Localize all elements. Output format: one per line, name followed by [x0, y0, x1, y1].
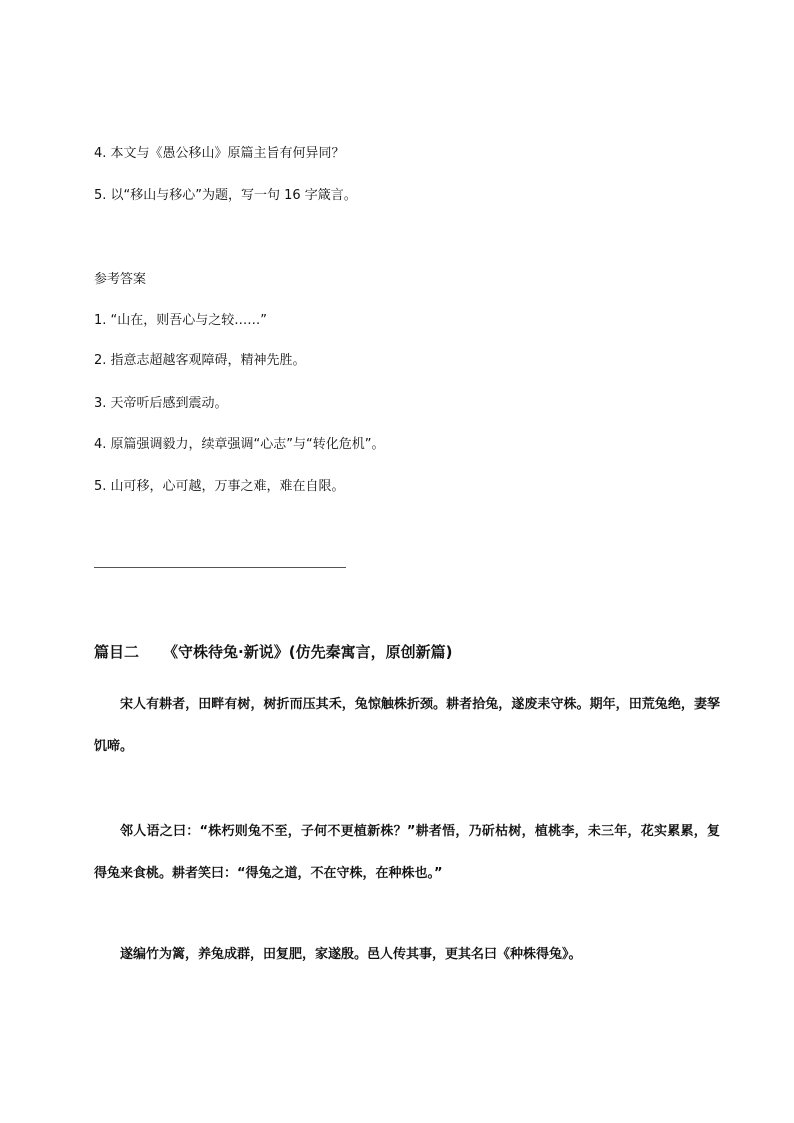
article-paragraph-3: 遂编竹为篱，养兔成群，田复肥，家遂殷。邑人传其事，更其名曰《种株得兔》。: [120, 947, 582, 962]
answer-1: 1. “山在，则吾心与之较……”: [94, 313, 268, 328]
article-paragraph-2: 邻人语之曰：“株朽则兔不至，子何不更植新株？”耕者悟，乃斫枯树，植桃李，未三年，花实累累，复得兔来食桃。耕者笑曰：“得兔之道，不在守株，在种株也。”: [94, 824, 720, 881]
question-5: 5. 以“移山与移心”为题，写一句 16 字箴言。: [94, 188, 357, 203]
answer-5: 5. 山可移，心可越，万事之难，难在自限。: [94, 479, 345, 494]
article-title: 《守株待兔·新说》(仿先秦寓言，原创新篇): [163, 643, 453, 661]
answer-4: 4. 原篇强调毅力，续章强调“心志”与“转化危机”。: [94, 437, 385, 452]
article-heading: [94, 641, 452, 663]
section-divider: [94, 567, 346, 568]
article-label: 篇目二: [94, 643, 140, 661]
answer-2: 2. 指意志超越客观障碍，精神先胜。: [94, 353, 306, 368]
article-paragraph-1: 宋人有耕者，田畔有树，树折而压其禾，兔惊触株折颈。耕者拾兔，遂废耒守株。期年，田荒兔绝，妻孥饥啼。: [94, 697, 720, 754]
question-4: 4. 本文与《愚公移山》原篇主旨有何异同？: [94, 146, 345, 161]
answers-title: 参考答案: [94, 272, 147, 287]
answer-3: 3. 天帝听后感到震动。: [94, 396, 228, 411]
